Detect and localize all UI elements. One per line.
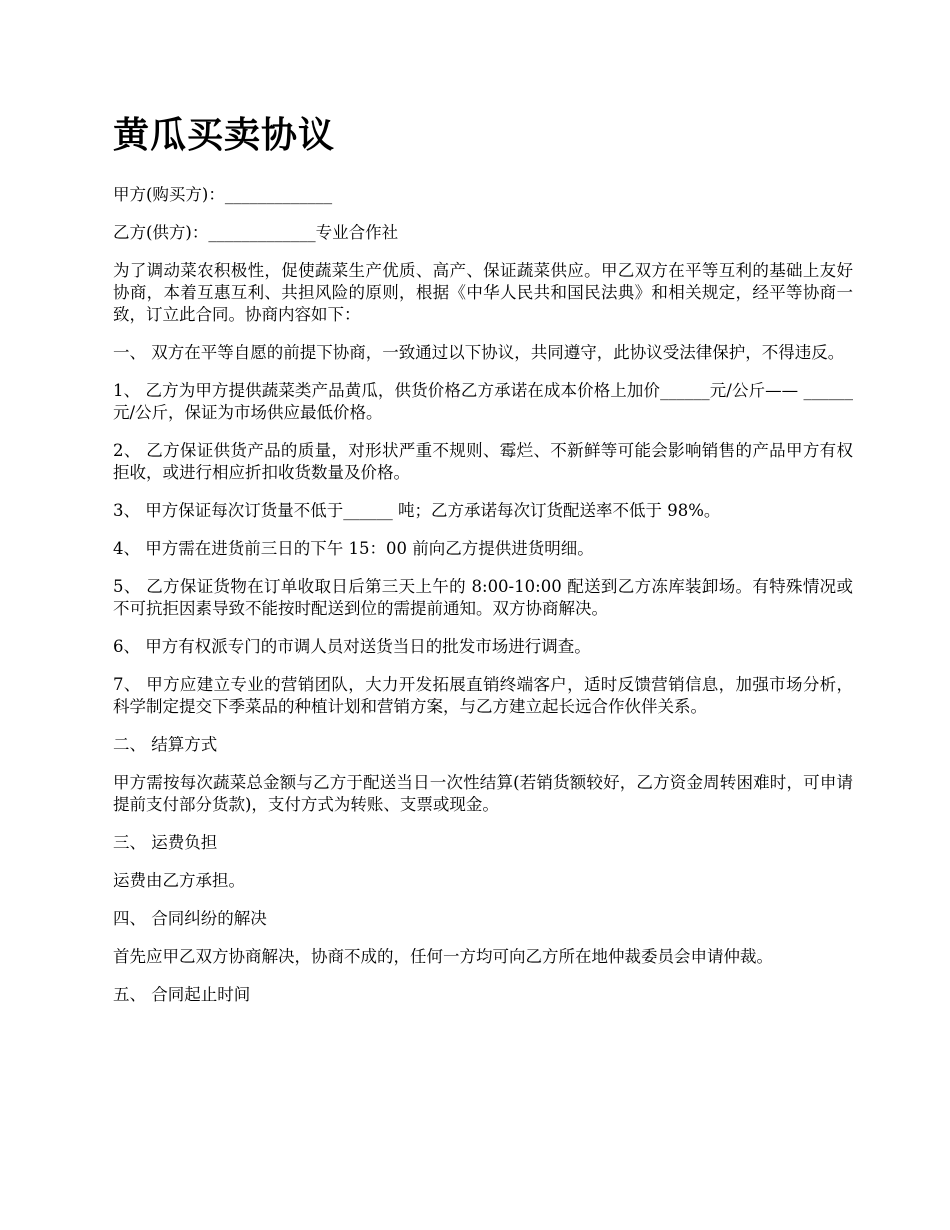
clause-7: 7、 甲方应建立专业的营销团队，大力开发拓展直销终端客户，适时反馈营销信息，加强市场分析，科学制定提交下季菜品的种植计划和营销方案，与乙方建立起长远合作伙伴关系。: [113, 675, 853, 716]
freight-paragraph: 运费由乙方承担。: [113, 871, 245, 890]
clause-3: 3、 甲方保证每次订货量不低于______ 吨；乙方承诺每次订货配送率不低于 98%。: [113, 501, 721, 520]
party-b-line: 乙方(供方)：_____________专业合作社: [113, 223, 399, 242]
clause-5: 5、 乙方保证货物在订单收取日后第三天上午的 8:00-10:00 配送到乙方冻库装卸场。有特殊情况或不可抗拒因素导致不能按时配送到位的需提前通知。双方协商解决。: [113, 577, 853, 618]
clause-4: 4、 甲方需在进货前三日的下午 15：00 前向乙方提供进货明细。: [113, 539, 594, 558]
clause-1: 1、 乙方为甲方提供蔬菜类产品黄瓜，供货价格乙方承诺在成本价格上加价______元/公斤—— ______元/公斤，保证为市场供应最低价格。: [113, 381, 853, 422]
settlement-paragraph: 甲方需按每次蔬菜总金额与乙方于配送当日一次性结算(若销货额较好，乙方资金周转困难时，可申请提前支付部分货款)，支付方式为转账、支票或现金。: [113, 773, 853, 814]
party-a-line: 甲方(购买方)：_____________: [113, 185, 333, 204]
document-page: [113, 112, 853, 1022]
clause-6: 6、 甲方有权派专门的市调人员对送货当日的批发市场进行调查。: [113, 637, 591, 656]
section-one-heading: 一、 双方在平等自愿的前提下协商，一致通过以下协议，共同遵守，此协议受法律保护，不得违反。: [113, 343, 845, 362]
document-title: 黄瓜买卖协议: [113, 115, 336, 156]
preamble-paragraph: 为了调动菜农积极性，促使蔬菜生产优质、高产、保证蔬菜供应。甲乙双方在平等互利的基础上友好协商，本着互惠互利、共担风险的原则，根据《中华人民共和国民法典》和相关规定，经平等协商一致，订立此合同。协商内容如下：: [113, 261, 853, 324]
section-three-heading: 三、 运费负担: [113, 833, 218, 852]
section-two-heading: 二、 结算方式: [113, 735, 218, 754]
section-four-heading: 四、 合同纠纷的解决: [113, 909, 267, 928]
section-five-heading: 五、 合同起止时间: [113, 985, 251, 1004]
dispute-paragraph: 首先应甲乙双方协商解决，协商不成的，任何一方均可向乙方所在地仲裁委员会申请仲裁。: [113, 947, 773, 966]
clause-2: 2、 乙方保证供货产品的质量，对形状严重不规则、霉烂、不新鲜等可能会影响销售的产品甲方有权拒收，或进行相应折扣收货数量及价格。: [113, 441, 853, 482]
